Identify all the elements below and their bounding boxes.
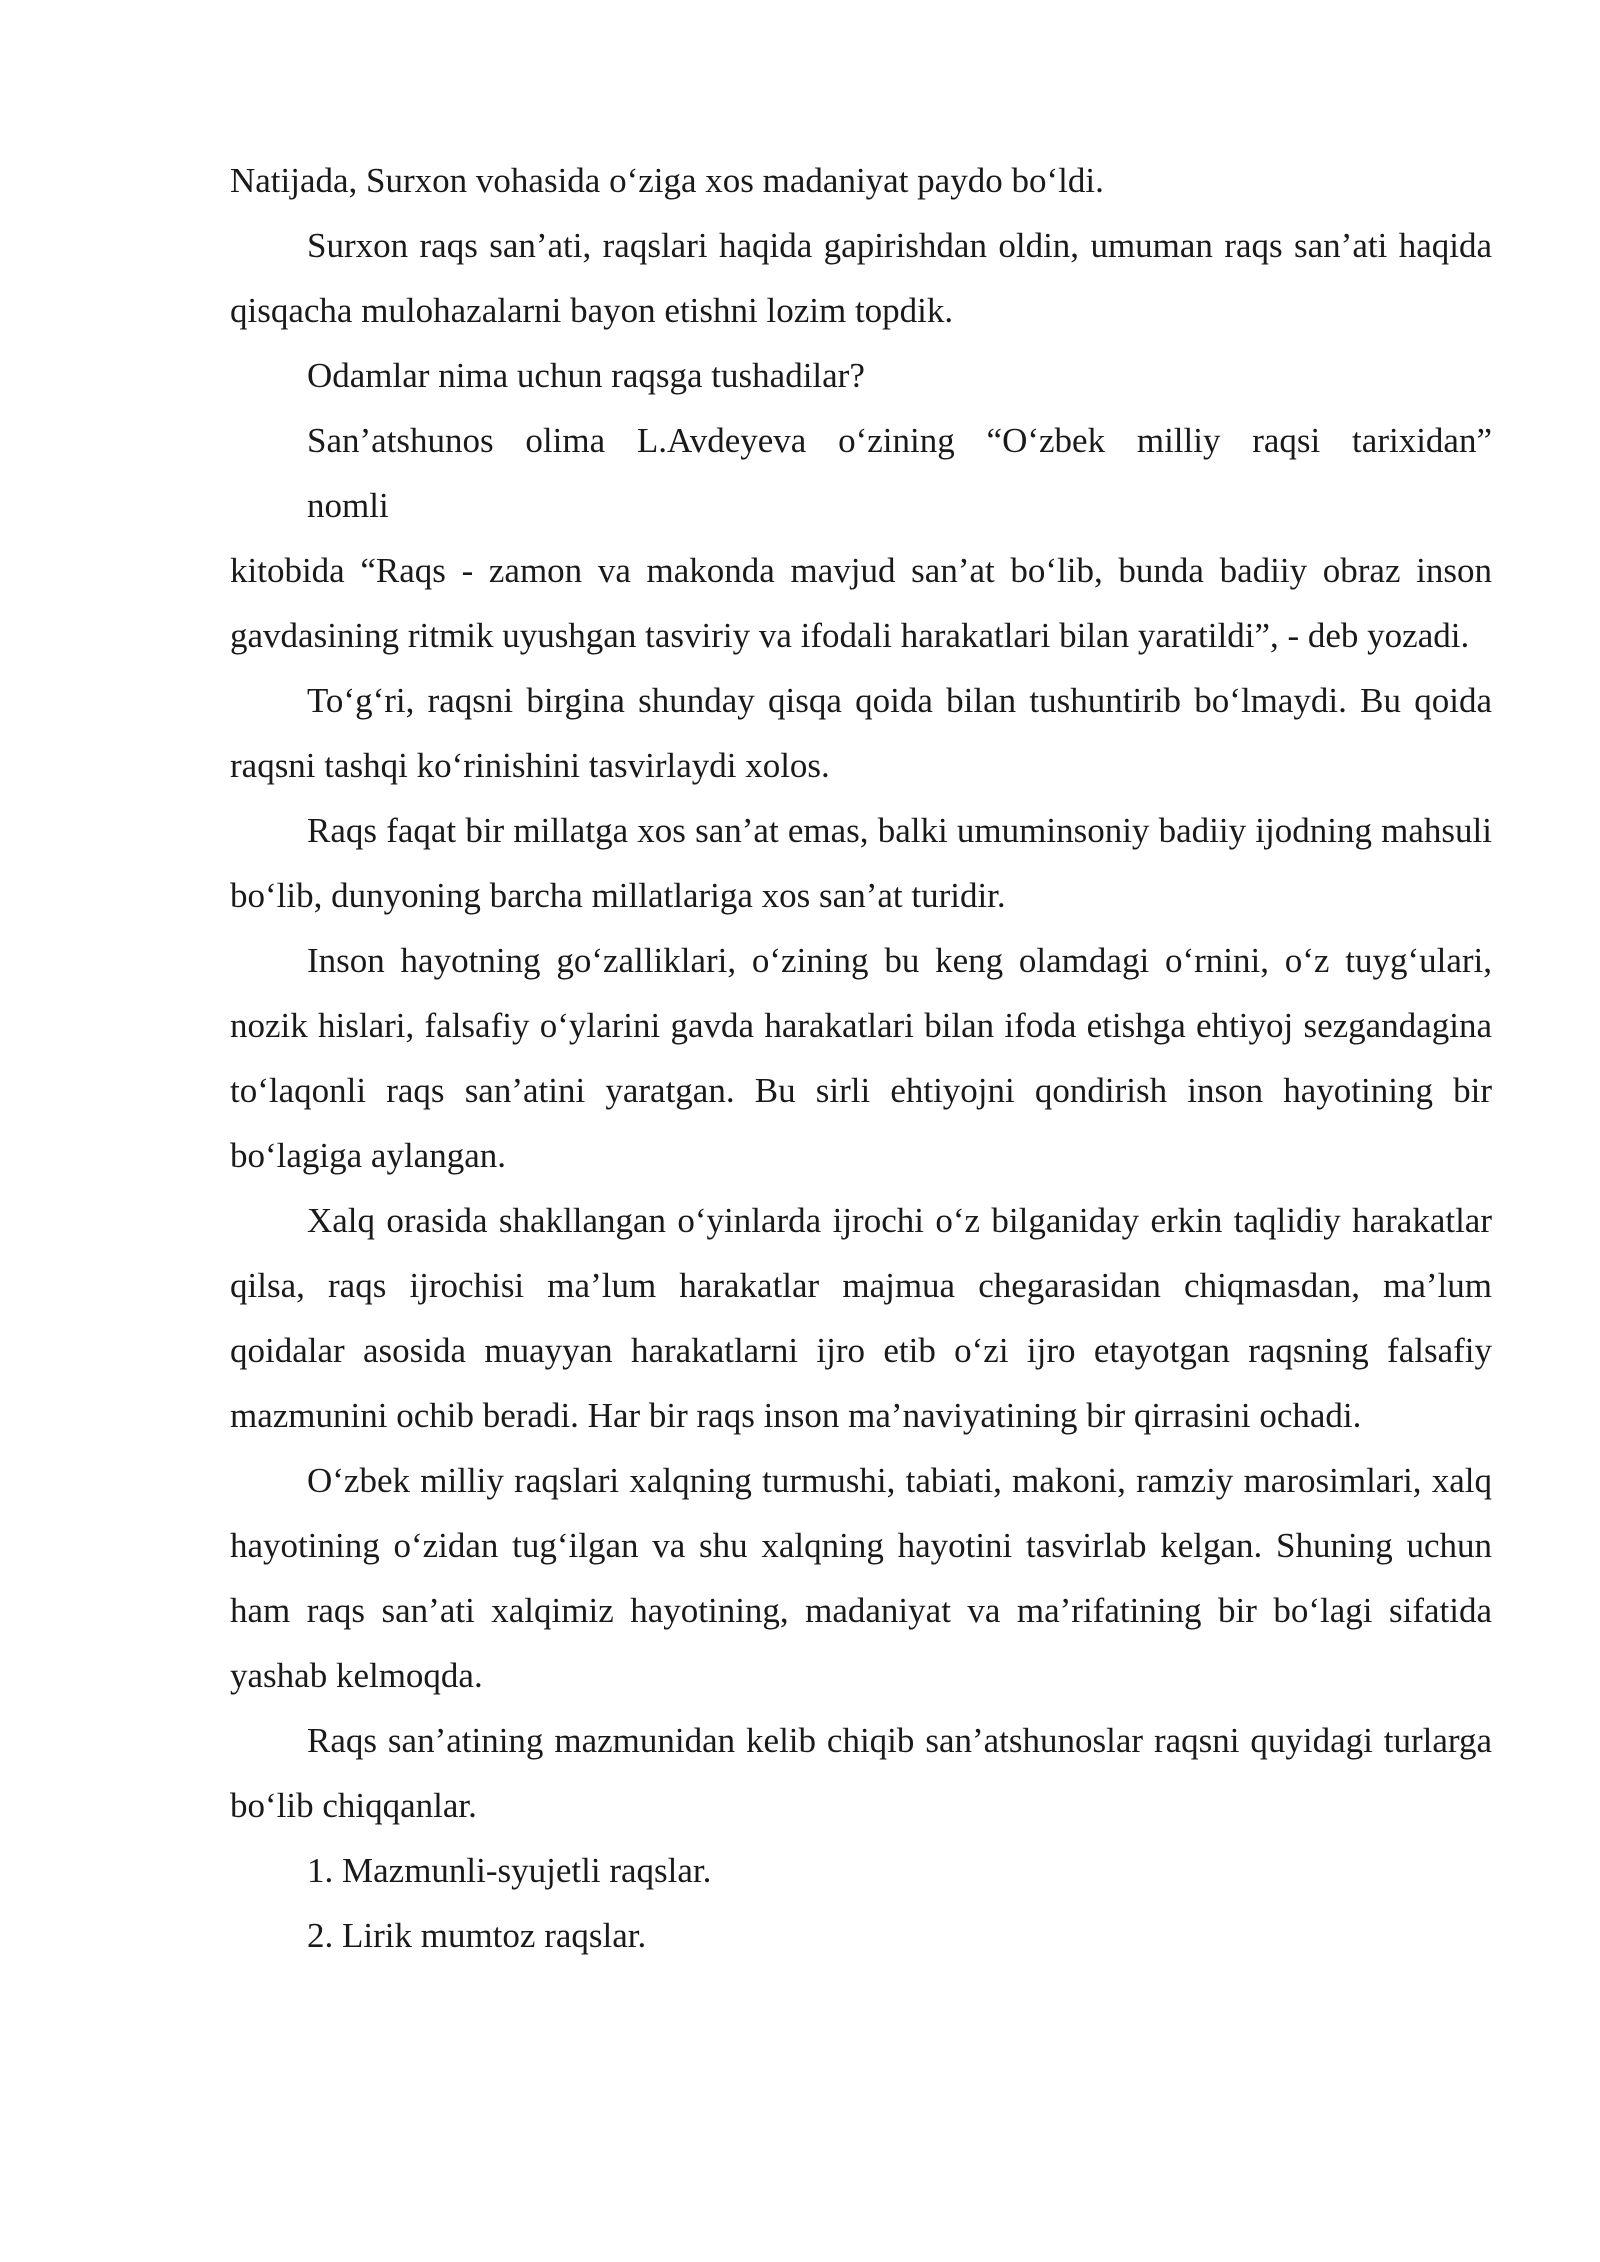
paragraph-9: Xalq orasida shakllangan o‘yinlarda ijrochi o‘z bilganiday erkin taqlidiy harakatlar qilsa, raqs ijrochisi ma’lum harakatlar majmua chegarasidan chiqmasdan, ma’lum qoidalar asosida muayyan harakatlarni ijro etib o‘zi ijro etayotgan raqsning falsafiy mazmunini ochib beradi. Har bir raqs inson ma’naviyatining bir qirrasini ochadi.: [230, 1201, 1492, 1435]
paragraph-1: Natijada, Surxon vohasida o‘ziga xos madaniyat paydo bo‘ldi.: [230, 161, 1104, 200]
paragraph-7: Raqs faqat bir millatga xos san’at emas, balki umuminsoniy badiiy ijodning mahsuli bo‘lib, dunyoning barcha millatlariga xos san’at turidir.: [230, 811, 1492, 915]
list-item-2: 2. Lirik mumtoz raqslar.: [307, 1916, 647, 1955]
document-body: [230, 148, 1492, 1968]
paragraph-8: Inson hayotning go‘zalliklari, o‘zining bu keng olamdagi o‘rnini, o‘z tuyg‘ulari, nozik hislari, falsafiy o‘ylarini gavda harakatlari bilan ifoda etishga ehtiyoj sezgandagina to‘laqonli raqs san’atini yaratgan. Bu sirli ehtiyojni qondirish inson hayotining bir bo‘lagiga aylangan.: [230, 941, 1492, 1175]
paragraph-4-continuation: nomli: [307, 486, 389, 525]
list-item-1: 1. Mazmunli-syujetli raqslar.: [307, 1851, 712, 1890]
paragraph-4: San’atshunos olima L.Avdeyeva o‘zining “O‘zbek milliy raqsi tarixidan”: [307, 421, 1492, 460]
paragraph-5: kitobida “Raqs - zamon va makonda mavjud san’at bo‘lib, bunda badiiy obraz inson gavdasining ritmik uyushgan tasviriy va ifodali harakatlari bilan yaratildi”, - deb yozadi.: [230, 551, 1492, 655]
paragraph-3: Odamlar nima uchun raqsga tushadilar?: [307, 356, 865, 395]
paragraph-10: O‘zbek milliy raqslari xalqning turmushi, tabiati, makoni, ramziy marosimlari, xalq hayotining o‘zidan tug‘ilgan va shu xalqning hayotini tasvirlab kelgan. Shuning uchun ham raqs san’ati xalqimiz hayotining, madaniyat va ma’rifatining bir bo‘lagi sifatida yashab kelmoqda.: [230, 1461, 1492, 1695]
paragraph-6: To‘g‘ri, raqsni birgina shunday qisqa qoida bilan tushuntirib bo‘lmaydi. Bu qoida raqsni tashqi ko‘rinishini tasvirlaydi xolos.: [230, 681, 1492, 785]
paragraph-2: Surxon raqs san’ati, raqslari haqida gapirishdan oldin, umuman raqs san’ati haqida qisqacha mulohazalarni bayon etishni lozim topdik.: [230, 226, 1492, 330]
paragraph-11: Raqs san’atining mazmunidan kelib chiqib san’atshunoslar raqsni quyidagi turlarga bo‘lib chiqqanlar.: [230, 1721, 1492, 1825]
